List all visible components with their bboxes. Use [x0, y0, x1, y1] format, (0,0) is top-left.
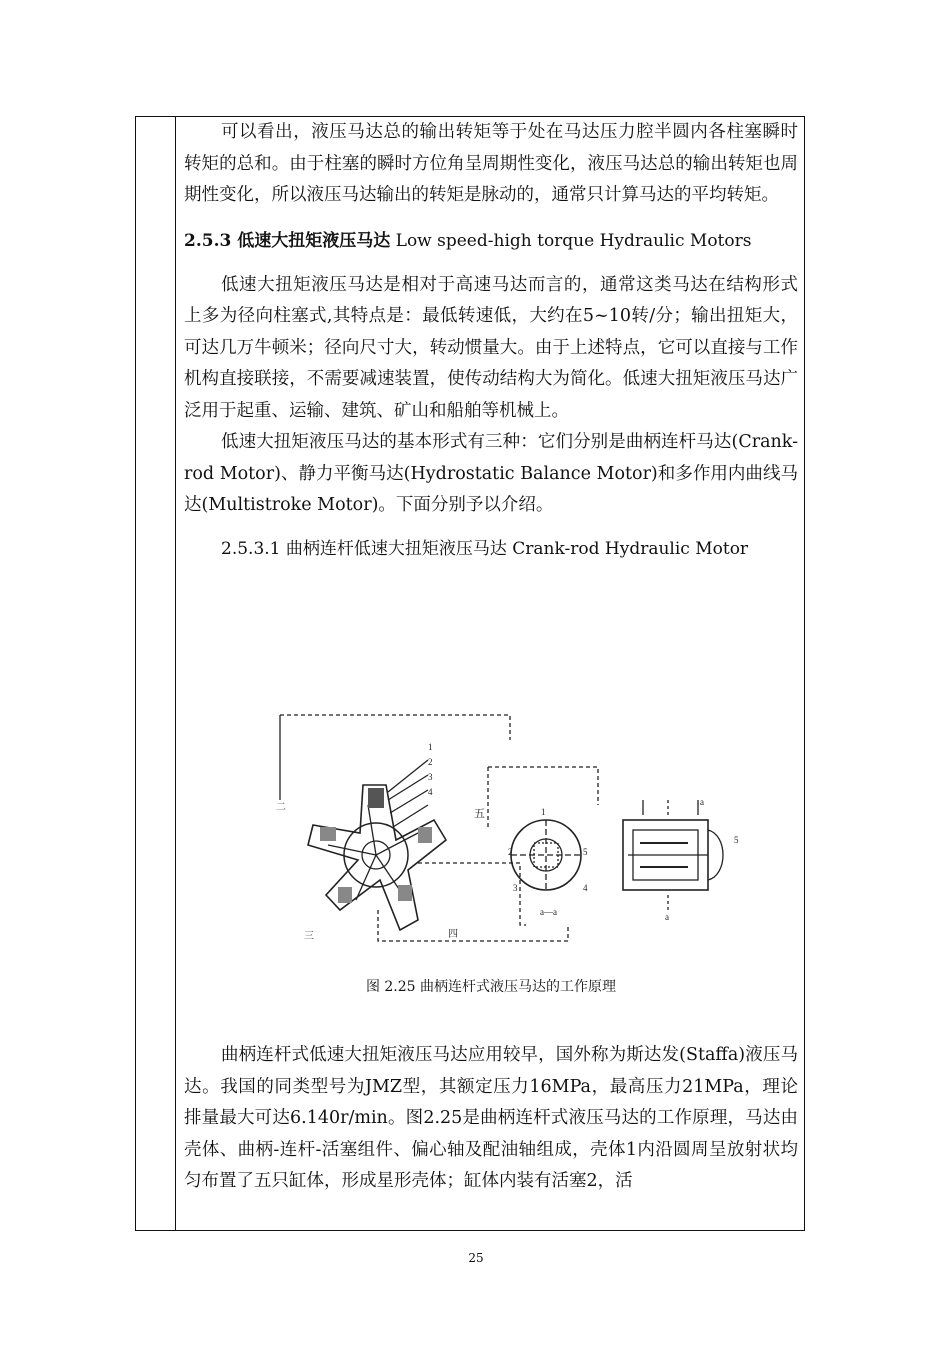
label-2: 2: [428, 757, 433, 767]
page-number: 25: [468, 1251, 484, 1265]
section-heading-2-5-3: [184, 226, 798, 257]
figure-caption: 图 2.25 曲柄连杆式液压马达的工作原理: [365, 979, 617, 995]
text-column-lower: [184, 1040, 798, 1198]
figure-drawing: [280, 715, 723, 941]
label-s5: 5: [583, 847, 588, 857]
label-s1: 1: [541, 807, 546, 817]
label-two: 二: [276, 802, 286, 813]
label-4: 4: [428, 787, 433, 797]
paragraph-low-speed-intro: 低速大扭矩液压马达是相对于高速马达而言的，通常这类马达在结构形式上多为径向柱塞式,其特点是：最低转速低，大约在5~10转/分；输出扭矩大，可达几万牛顿米；径向尺寸大，转动惯量大。由于上述特点，它可以直接与工作机构直接联接，不需要减速装置，使传动结构大为简化。低速大扭矩液压马达广泛用于起重、运输、建筑、矿山和船舶等机械上。: [184, 274, 798, 421]
label-a-bottom: a: [665, 912, 669, 922]
label-s2: 2: [508, 847, 513, 857]
paragraph-staffa-motor: 曲柄连杆式低速大扭矩液压马达应用较早，国外称为斯达发(Staffa)液压马达。我国的同类型号为JMZ型，其额定压力16MPa，最高压力21MPa，理论排量最大可达6.140r/min。图2.25是曲柄连杆式液压马达的工作原理，马达由壳体、曲柄-连杆-活塞组件、偏心轴及配油轴组成，壳体1内沿圆周呈放射状均匀布置了五只缸体，形成星形壳体；缸体内装有活塞2，活: [184, 1045, 798, 1191]
label-four: 四: [448, 929, 458, 940]
paragraph-three-types: 低速大扭矩液压马达的基本形式有三种：它们分别是曲柄连杆马达(Crank-rod Motor)、静力平衡马达(Hydrostatic Balance Motor)和多作用内曲线马达(Multistroke Motor)。下面分别予以介绍。: [184, 432, 798, 515]
label-r5: 5: [734, 835, 739, 845]
label-section-aa: a—a: [540, 907, 557, 917]
label-five: 五: [474, 808, 485, 820]
label-1: 1: [428, 742, 433, 752]
crank-rod-motor-figure: [268, 705, 768, 970]
text-column: [184, 116, 798, 565]
section-heading-2-5-3-title: 2.5.3 低速大扭矩液压马达: [184, 230, 391, 251]
section-heading-2-5-3-english: Low speed-high torque Hydraulic Motors: [395, 230, 752, 251]
section-heading-2-5-3-1: 2.5.3.1 曲柄连杆低速大扭矩液压马达 Crank-rod Hydraulic Motor: [221, 538, 749, 559]
label-three: 三: [304, 931, 314, 942]
label-s3: 3: [513, 883, 518, 893]
label-3: 3: [428, 772, 433, 782]
label-s4: 4: [583, 883, 588, 893]
table-left-column-divider: [175, 116, 176, 1231]
label-a-top: a: [700, 797, 704, 807]
paragraph-torque-summary: 可以看出，液压马达总的输出转矩等于处在马达压力腔半圆内各柱塞瞬时转矩的总和。由于柱塞的瞬时方位角呈周期性变化，液压马达总的输出转矩也周期性变化，所以液压马达输出的转矩是脉动的，通常只计算马达的平均转矩。: [184, 122, 798, 205]
